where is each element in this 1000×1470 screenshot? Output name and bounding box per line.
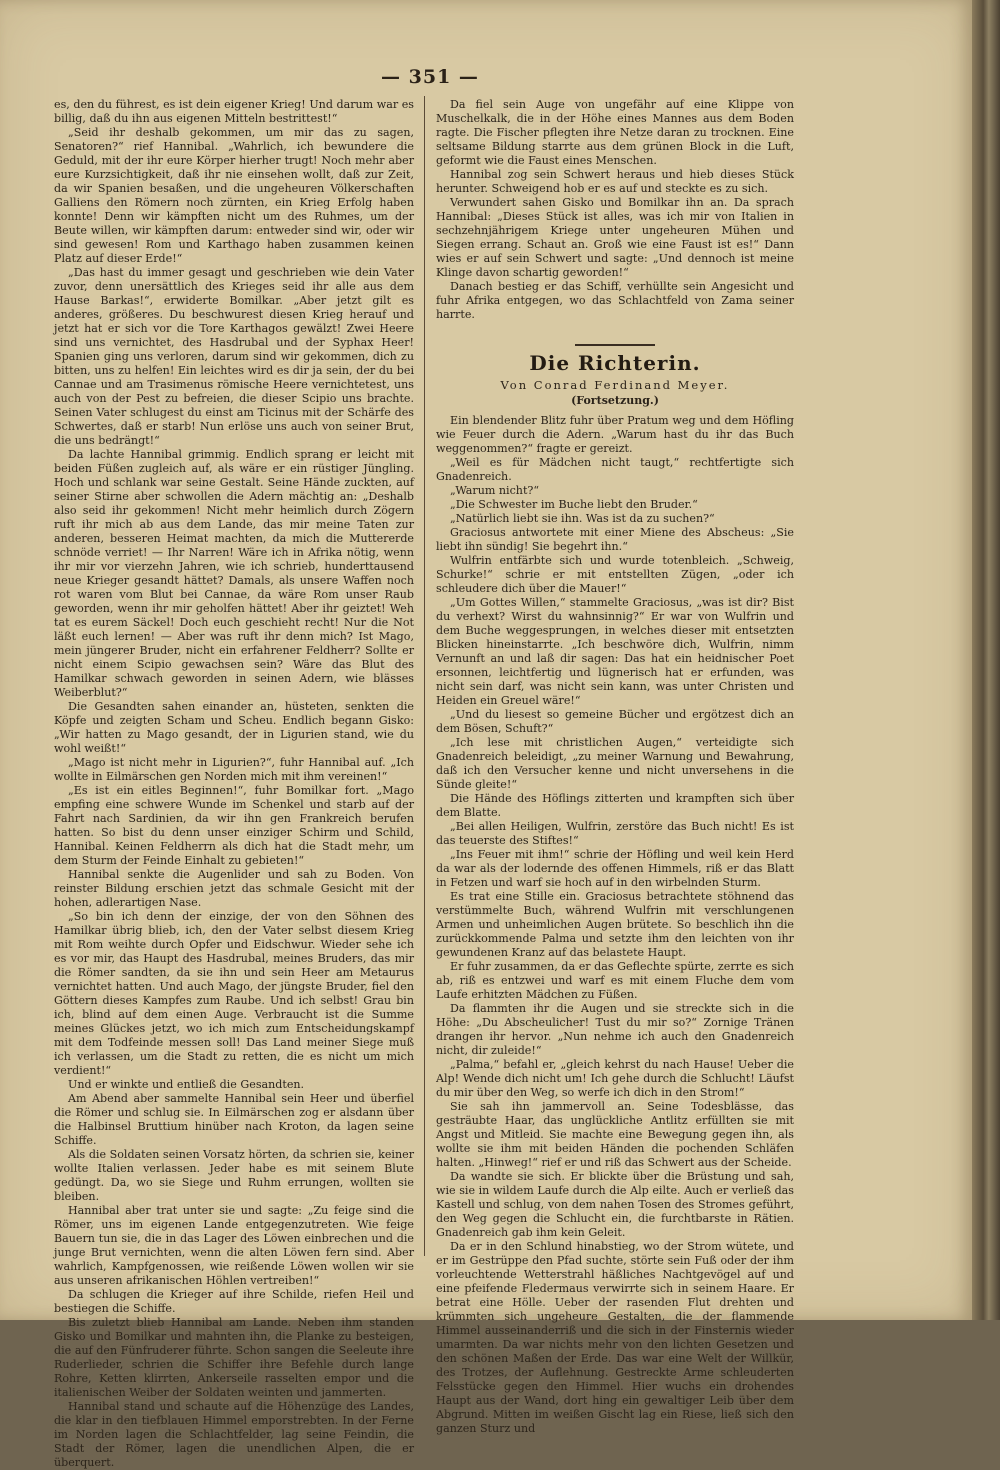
book-binding-edge (972, 0, 1000, 1320)
paragraph: Graciosus antwortete mit einer Miene des Abscheus: „Sie liebt ihn sündig! Sie begehrt ihn.“ (436, 526, 794, 553)
paragraph: Am Abend aber sammelte Hannibal sein Heer und überfiel die Römer und schlug sie. In Eilmärschen zog er alsdann über die Halbinsel Bruttium hinüber nach Kroton, da lagen seine Schiffe. (54, 1092, 414, 1147)
title-ornament (575, 344, 655, 346)
continued-note: (Fortsetzung.) (571, 394, 659, 407)
paragraph: Da lachte Hannibal grimmig. Endlich sprang er leicht mit beiden Füßen zugleich auf, als wäre er ein rüstiger Jüngling. Hoch und schlank war seine Gestalt. Seine Hände zuckten, auf seiner Stirne aber schwollen die Adern mächtig an: „Deshalb also seid ihr gekommen! Nicht mehr heimlich durch Zögern ruft ihr mich ab aus dem Lande, das mir meine Taten zur anderen, besseren Heimat machten, da mich die Muttererde schnöde verriet! — Ihr Narren! Wäre ich in Afrika nötig, wenn ihr mir vor vierzehn Jahren, wie ich schrieb, hunderttausend neue Krieger gesandt hättet? Damals, als unsere Waffen noch rot waren vom Blut bei Cannae, da wäre Rom unser Raub geworden, wenn ihr mir geholfen hättet! Aber ihr geiztet! Weh tat es eurem Säckel! Doch euch geschieht recht! Nur die Not läßt euch lernen! — Aber was ruft ihr denn mich? Ist Mago, mein jüngerer Bruder, nicht ein erfahrener Feldherr? Sollte er nicht einem Scipio gewachsen sein? Wäre das Blut des Hamilkar schwach geworden in seinen Adern, wie blässes Weiberblut?“ (54, 448, 414, 699)
page-number: — 351 — (381, 66, 479, 88)
paragraph: Sie sah ihn jammervoll an. Seine Todesblässe, das gesträubte Haar, das unglückliche Antlitz erfüllten sie mit Angst und Mitleid. Sie machte eine Bewegung gegen ihn, als wollte sie ihm mit beiden Händen die pochenden Schläfen halten. „Hinweg!“ rief er und riß das Schwert aus der Scheide. (436, 1100, 794, 1169)
story-title: Die Richterin. (529, 351, 701, 375)
paragraph: Es trat eine Stille ein. Graciosus betrachtete stöhnend das verstümmelte Buch, während Wulfrin mit verschlungenen Armen und unheimlichen Augen brütete. So beschlich ihn die zurückkommende Palma und setzte ihm den leichten von ihr gewundenen Kranz auf das belastete Haupt. (436, 890, 794, 959)
right-column (436, 98, 794, 1435)
paragraph: „Die Schwester im Buche liebt den Bruder.“ (450, 498, 698, 511)
paragraph: „Ich lese mit christlichen Augen,“ verteidigte sich Gnadenreich beleidigt, „zu meiner Warnung und Bewahrung, daß ich den Versucher kenne und nicht unversehens in die Sünde gleite!“ (436, 736, 794, 791)
paragraph: Er fuhr zusammen, da er das Geflechte spürte, zerrte es sich ab, riß es entzwei und warf es mit einem Fluche dem vom Laufe erhitzten Mädchen zu Füßen. (436, 960, 794, 1001)
paragraph: „Und du liesest so gemeine Bücher und ergötzest dich an dem Bösen, Schuft?“ (436, 708, 794, 735)
paragraph: „Palma,“ befahl er, „gleich kehrst du nach Hause! Ueber die Alp! Wende dich nicht um! Ich gehe durch die Schlucht! Läufst du mir über den Weg, so werfe ich dich in den Strom!“ (436, 1058, 794, 1099)
paragraph: Da schlugen die Krieger auf ihre Schilde, riefen Heil und bestiegen die Schiffe. (54, 1288, 414, 1315)
paragraph: Hannibal zog sein Schwert heraus und hieb dieses Stück herunter. Schweigend hob er es auf und steckte es zu sich. (436, 168, 794, 195)
paragraph: Bis zuletzt blieb Hannibal am Lande. Neben ihm standen Gisko und Bomilkar und mahnten ihn, die Planke zu besteigen, die auf den Fünfruderer führte. Schon sangen die Seeleute ihre Ruderlieder, schrien die Schiffer ihre Befehle durch lange Rohre, Ketten klirrten, Ankerseile rasselten empor und die italienischen Weiber der Soldaten weinten und jammerten. (54, 1316, 414, 1399)
paragraph: Die Hände des Höflings zitterten und krampften sich über dem Blatte. (436, 792, 794, 819)
paragraph: Ein blendender Blitz fuhr über Pratum weg und dem Höfling wie Feuer durch die Adern. „Warum hast du ihr das Buch weggenommen?“ fragte er gereizt. (436, 414, 794, 455)
paragraph: Verwundert sahen Gisko und Bomilkar ihn an. Da sprach Hannibal: „Dieses Stück ist alles, was ich mir von Italien in sechzehnjährigem Kriege unter ungeheuren Mühen und Siegen errang. Schaut an. Groß wie eine Faust ist es!“ Dann wies er auf sein Schwert und sagte: „Und dennoch ist meine Klinge davon schartig geworden!“ (436, 196, 794, 279)
left-column (54, 98, 414, 1469)
paragraph: „Es ist ein eitles Beginnen!“, fuhr Bomilkar fort. „Mago empfing eine schwere Wunde im Schenkel und starb auf der Fahrt nach Sardinien, da wir ihn gen Frankreich berufen hatten. So bist du denn unser einziger Schirm und Schild, Hannibal. Keinen Feldherrn als dich hat die Stadt mehr, um dem Sturm der Feinde Einhalt zu gebieten!“ (54, 784, 414, 867)
paragraph: „Weil es für Mädchen nicht taugt,“ rechtfertigte sich Gnadenreich. (436, 456, 794, 483)
paragraph: Hannibal aber trat unter sie und sagte: „Zu feige sind die Römer, uns im eigenen Lande entgegenzutreten. Wie feige Bauern tun sie, die in das Lager des Löwen einbrechen und die junge Brut vernichten, wenn die alten Löwen fern sind. Aber wahrlich, Kampfgenossen, wie reißende Löwen wollen wir sie aus unseren afrikanischen Höhlen vertreiben!“ (54, 1204, 414, 1287)
paragraph: Die Gesandten sahen einander an, hüsteten, senkten die Köpfe und zeigten Scham und Scheu. Endlich begann Gisko: „Wir hatten zu Mago gesandt, der in Ligurien stand, wie du wohl weißt!“ (54, 700, 414, 755)
paragraph: „Warum nicht?“ (450, 484, 540, 497)
paragraph: Hannibal senkte die Augenlider und sah zu Boden. Von reinster Bildung erschien jetzt das schmale Gesicht mit der hohen, adlerartigen Nase. (54, 868, 414, 909)
paragraph: Danach bestieg er das Schiff, verhüllte sein Angesicht und fuhr Afrika entgegen, wo das Schlachtfeld von Zama seiner harrte. (436, 280, 794, 321)
paragraph: Als die Soldaten seinen Vorsatz hörten, da schrien sie, keiner wollte Italien verlassen. Jeder habe es mit seinem Blute gedüngt. Da, wo sie Siege und Ruhm errungen, wollten sie bleiben. (54, 1148, 414, 1203)
paragraph: Da fiel sein Auge von ungefähr auf eine Klippe von Muschelkalk, die in der Höhe eines Mannes aus dem Boden ragte. Die Fischer pflegten ihre Netze daran zu trocknen. Eine seltsame Bildung starrte aus dem grünen Block in die Luft, geformt wie die Faust eines Menschen. (436, 98, 794, 167)
paragraph: Da er in den Schlund hinabstieg, wo der Strom wütete, und er im Gestrüppe den Pfad suchte, störte sein Fuß oder der ihm vorleuchtende Wetterstrahl häßliches Nachtgevögel auf und eine pfeifende Fledermaus verwirrte sich in seinem Haare. Er betrat eine Hölle. Ueber der rasenden Flut drehten und krümmten sich ungeheure Gestalten, die der flammende Himmel ausseinanderriß und die sich in der Finsternis wieder umarmten. Da war nichts mehr von den lichten Gesetzen und den schönen Maßen der Erde. Das war eine Welt der Willkür, des Trotzes, der Auflehnung. Gestreckte Arme schleuderten Felsstücke gegen den Himmel. Hier wuchs ein drohendes Haupt aus der Wand, dort hing ein gewaltiger Leib über dem Abgrund. Mitten im weißen Gischt lag ein Riese, ließ sich den ganzen Sturz und (436, 1240, 794, 1435)
paragraph: Da wandte sie sich. Er blickte über die Brüstung und sah, wie sie in wildem Laufe durch die Alp eilte. Auch er verließ das Kastell und schlug, von dem nahen Tosen des Stromes geführt, den Weg gegen die Schlucht ein, die furchtbarste in Rätien. Gnadenreich gab ihm kein Geleit. (436, 1170, 794, 1239)
paragraph: Hannibal stand und schaute auf die Höhenzüge des Landes, die klar in den tiefblauen Himmel emporstrebten. In der Ferne im Norden lagen die Schlachtfelder, lag seine Feindin, die Stadt der Römer, lagen die unendlichen Alpen, die er überquert. (54, 1400, 414, 1469)
story-byline: Von Conrad Ferdinand Meyer. (500, 378, 730, 392)
story-header (436, 344, 794, 408)
paragraph: es, den du führest, es ist dein eigener Krieg! Und darum war es billig, daß du ihn aus eigenen Mitteln bestrittest!“ (54, 98, 414, 125)
paragraph: Wulfrin entfärbte sich und wurde totenbleich. „Schweig, Schurke!“ schrie er mit entstellten Zügen, „oder ich schleudere dich über die Mauer!“ (436, 554, 794, 595)
paragraph: „Bei allen Heiligen, Wulfrin, zerstöre das Buch nicht! Es ist das teuerste des Stiftes!“ (436, 820, 794, 847)
paragraph: Da flammten ihr die Augen und sie streckte sich in die Höhe: „Du Abscheulicher! Tust du mir so?“ Zornige Tränen drangen ihr hervor. „Nun nehme ich auch den Gnadenreich nicht, dir zuleide!“ (436, 1002, 794, 1057)
paragraph: „So bin ich denn der einzige, der von den Söhnen des Hamilkar übrig blieb, ich, den der Vater selbst diesem Krieg mit Rom weihte durch Opfer und Eidschwur. Wieder sehe ich es vor mir, das Haupt des Hasdrubal, meines Bruders, das mir die Römer sandten, da sie ihn und sein Heer am Metaurus vernichtet hatten. Und auch Mago, der jüngste Bruder, fiel den Göttern dieses Kampfes zum Raube. Und ich selbst! Grau bin ich, blind auf dem einen Auge. Verbraucht ist die Summe meines Glückes jetzt, wo ich mich zum Entscheidungskampf mit dem Todfeinde messen soll! Das Land meiner Siege muß ich verlassen, um die Stadt zu retten, die es nicht um mich verdient!“ (54, 910, 414, 1077)
paragraph: „Seid ihr deshalb gekommen, um mir das zu sagen, Senatoren?“ rief Hannibal. „Wahrlich, ich bewundere die Geduld, mit der ihr eure Körper hierher trugt! Noch mehr aber eure Kurzsichtigkeit, daß ihr nie einsehen wollt, daß zur Zeit, da wir Spanien besaßen, und die ungeheuren Völkerschaften Galliens den Römern noch zürnten, ein Krieg Erfolg haben konnte! Denn wir kämpften nicht um des Ruhmes, um der Beute willen, wir kämpften darum: entweder sind wir, oder wir sind gewesen! Rom und Karthago haben zusammen keinen Platz auf dieser Erde!“ (54, 126, 414, 265)
paragraph: „Natürlich liebt sie ihn. Was ist da zu suchen?“ (450, 512, 715, 525)
paragraph: „Das hast du immer gesagt und geschrieben wie dein Vater zuvor, denn unersättlich des Krieges seid ihr alle aus dem Hause Barkas!“, erwiderte Bomilkar. „Aber jetzt gilt es anderes, größeres. Du beschwurest diesen Krieg herauf und jetzt hat er sich vor die Tore Karthagos gewälzt! Zwei Heere sind uns vernichtet, des Hasdrubal und der Syphax Heer! Spanien ging uns verloren, darum sind wir gekommen, dich zu bitten, uns zu helfen! Ein leichtes wird es dir ja sein, der du bei Cannae und am Trasimenus römische Heere vernichtetest, uns auch von der Pest zu befreien, die dieser Scipio uns brachte. Seinen Vater schlugest du einst am Ticinus mit der Schärfe des Schwertes, daß er starb! Nun erlöse uns auch von seiner Brut, die uns bedrängt!“ (54, 266, 414, 447)
paragraph: „Ins Feuer mit ihm!“ schrie der Höfling und weil kein Herd da war als der lodernde des offenen Himmels, riß er das Blatt in Fetzen und warf sie hoch auf in den wirbelnden Sturm. (436, 848, 794, 889)
column-divider (424, 96, 425, 1256)
paragraph: „Um Gottes Willen,“ stammelte Graciosus, „was ist dir? Bist du verhext? Wirst du wahnsinnig?“ Er war von Wulfrin und dem Buche weggesprungen, in welches dieser mit entsetzten Blicken hineinstarrte. „Ich beschwöre dich, Wulfrin, nimm Vernunft an und laß dir sagen: Das hat ein heidnischer Poet ersonnen, leichtfertig und lügnerisch hat er erfunden, was nicht sein darf, was nicht sein kann, was unter Christen und Heiden ein Greuel wäre!“ (436, 596, 794, 707)
paragraph: „Mago ist nicht mehr in Ligurien?“, fuhr Hannibal auf. „Ich wollte in Eilmärschen gen Norden mich mit ihm vereinen!“ (54, 756, 414, 783)
paragraph: Und er winkte und entließ die Gesandten. (68, 1078, 305, 1091)
